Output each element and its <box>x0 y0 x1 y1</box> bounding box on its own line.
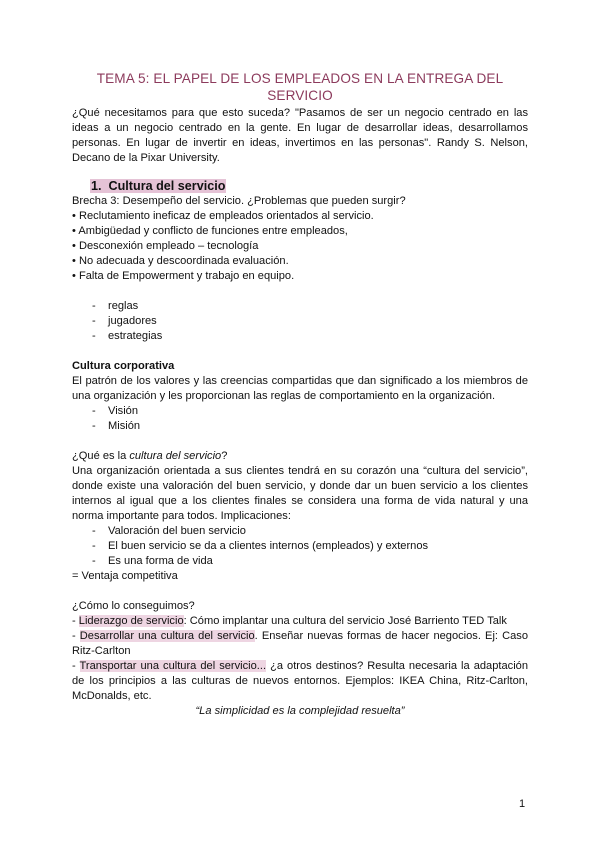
highlight-liderazgo: Liderazgo de servicio <box>78 615 184 627</box>
document-page <box>72 70 528 719</box>
list-item: - Misión <box>92 419 528 434</box>
section-heading <box>72 178 528 194</box>
que-es-paragraph: Una organización orientada a sus clientes tendrá en su corazón una “cultura del servicio”, donde existe una valoración del buen servicio, y donde dar un buen servicio a los clientes internos al igual que a los clientes finales se considera una forma de vida natural y una norma importante para todos. Implicaciones: <box>72 465 528 522</box>
brecha-line: Brecha 3: Desempeño del servicio. ¿Problemas que pueden surgir? <box>72 195 406 207</box>
list-item: - El buen servicio se da a clientes internos (empleados) y externos <box>92 539 528 554</box>
section-number: 1. <box>91 179 102 193</box>
como-item-2-text: . Enseñar nuevas formas de hacer negocios. Ej: Caso Ritz-Carlton <box>72 630 528 657</box>
que-es-question <box>72 449 528 464</box>
list-item: - reglas <box>92 299 528 314</box>
list-item: - Valoración del buen servicio <box>92 524 528 539</box>
highlight-transportar: Transportar una cultura del servicio... <box>79 660 267 672</box>
list-item: • Desconexión empleado – tecnología <box>72 240 259 252</box>
question-italic: cultura del servicio <box>129 450 222 462</box>
como-item-1-text: : Cómo implantar una cultura del servicio José Barriento TED Talk <box>183 615 507 627</box>
dash-list <box>72 404 528 434</box>
list-item: • Reclutamiento ineficaz de empleados orientados al servicio. <box>72 210 374 222</box>
section-heading-highlight <box>90 179 226 193</box>
subheading-cultura-corporativa: Cultura corporativa <box>72 360 175 372</box>
highlight-desarrollar: Desarrollar una cultura del servicio <box>79 630 255 642</box>
como-item-3 <box>72 659 528 704</box>
intro-paragraph: ¿Qué necesitamos para que esto suceda? "Pasamos de ser un negocio centrado en las ideas a un negocio centrado en la gente. En lugar de desarrollar ideas, desarrollamos personas. En lugar de invertir en ideas, invertimos en las personas". Randy S. Nelson, Decano de la Pixar University. <box>72 107 528 164</box>
list-item: - Es una forma de vida <box>92 554 528 569</box>
document-title: TEMA 5: EL PAPEL DE LOS EMPLEADOS EN LA ENTREGA DEL SERVICIO <box>96 71 504 103</box>
dash-list <box>72 299 528 344</box>
list-item: - estrategias <box>92 329 528 344</box>
dash: - <box>72 615 79 627</box>
quote: “La simplicidad es la complejidad resuelta” <box>195 705 405 717</box>
list-item: • No adecuada y descoordinada evaluación. <box>72 255 289 267</box>
list-item: - jugadores <box>92 314 528 329</box>
section-title: Cultura del servicio <box>108 179 226 193</box>
como-item-1 <box>72 614 528 629</box>
page-number: 1 <box>519 798 526 810</box>
list-item: • Ambigüedad y conflicto de funciones entre empleados, <box>72 225 348 237</box>
list-item: • Falta de Empowerment y trabajo en equipo. <box>72 270 295 282</box>
list-item: - Visión <box>92 404 528 419</box>
dash-list <box>72 524 528 569</box>
como-item-2 <box>72 629 528 659</box>
question-suffix: ? <box>221 450 228 462</box>
dash: - <box>72 630 80 642</box>
como-item-3-text: ¿a otros destinos? Resulta necesaria la adaptación de los principios a las culturas de nuevos entornos. Ejemplos: IKEA China, Ritz-Carlton, McDonalds, etc. <box>72 660 528 702</box>
ventaja-line: = Ventaja competitiva <box>72 570 178 582</box>
corporativa-paragraph: El patrón de los valores y las creencias compartidas que dan significado a los miembros de una organización y les proporcionan las reglas de comportamiento en la organización. <box>72 375 528 402</box>
question-prefix: ¿Qué es la <box>72 450 130 462</box>
dash: - <box>72 660 80 672</box>
como-question: ¿Cómo lo conseguimos? <box>72 600 195 612</box>
problems-list <box>72 209 528 284</box>
